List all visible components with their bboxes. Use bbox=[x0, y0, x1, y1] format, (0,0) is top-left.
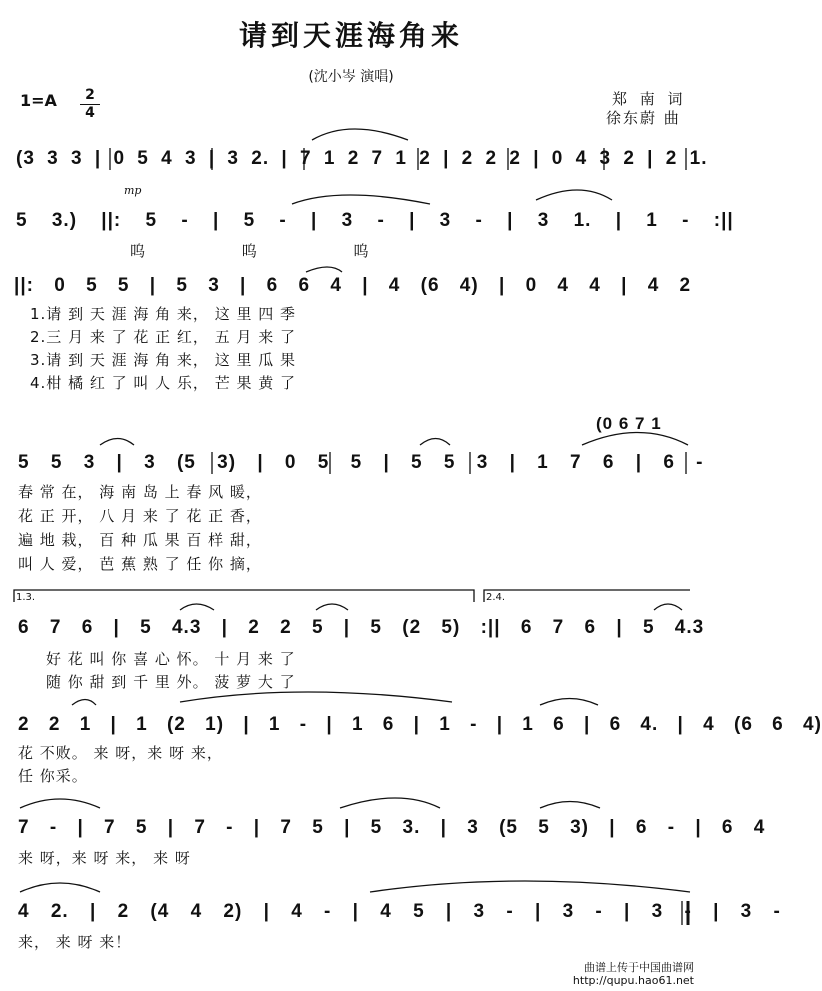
slur bbox=[340, 798, 440, 808]
slur bbox=[180, 604, 214, 610]
slur bbox=[180, 692, 452, 702]
slur bbox=[582, 433, 688, 446]
system-5-notes: 6 7 6 | 5 4.3 | 2 2 5 | 5 (2 5) :|| 6 7 6 | 5 4.3 bbox=[18, 617, 705, 638]
song-title: 请到天涯海角来 bbox=[238, 19, 463, 52]
lyricist-credit: 郑 南 词 bbox=[612, 90, 687, 108]
slur bbox=[312, 129, 408, 140]
slur bbox=[316, 604, 348, 610]
system-5-lyrics-1: 好 花 叫 你 喜 心 怀。 十 月 来 了 bbox=[46, 650, 296, 668]
slur bbox=[540, 699, 598, 706]
system-4-lyrics-4: 叫 人 爱， 芭 蕉 熟 了 任 你 摘， bbox=[18, 555, 262, 573]
slur bbox=[654, 604, 682, 610]
key-signature: 1=A bbox=[20, 91, 57, 110]
system-8-lyrics: 来， 来 呀 来！ bbox=[18, 933, 132, 951]
composer-credit: 徐东蔚 曲 bbox=[606, 109, 681, 127]
slur bbox=[420, 439, 450, 446]
system-4-lyrics-2: 花 正 开， 八 月 来 了 花 正 香， bbox=[18, 507, 262, 525]
system-3-notes: ||: 0 5 5 | 5 3 | 6 6 4 | 4 (6 4) | 0 4 4 | 4 2 bbox=[14, 275, 692, 296]
volta-bracket bbox=[484, 590, 690, 602]
system-3-lyrics-4: 4.柑 橘 红 了 叫 人 乐， 芒 果 黄 了 bbox=[30, 374, 296, 392]
slur bbox=[292, 195, 430, 204]
slur bbox=[536, 190, 612, 200]
slur bbox=[72, 700, 96, 706]
time-signature-top: 2 bbox=[85, 87, 95, 103]
slur bbox=[306, 267, 342, 272]
system-5-lyrics-2: 随 你 甜 到 千 里 外。 菠 萝 大 了 bbox=[46, 673, 296, 691]
system-1-notes: (3 3 3 | 0 5 4 3 | 3 2. | 7 1 2 7 1 2 | 2 2 2 | 0 4 3 2 | 2 1. bbox=[16, 148, 708, 169]
slur bbox=[20, 799, 100, 808]
slur bbox=[540, 802, 600, 809]
system-4-lyrics-1: 春 常 在， 海 南 岛 上 春 风 暖， bbox=[18, 483, 262, 501]
system-3-lyrics-3: 3.请 到 天 涯 海 角 来， 这 里 瓜 果 bbox=[30, 351, 296, 369]
system-4-pickup: (0 6 7 1 bbox=[596, 414, 662, 433]
volta-1: 1.3. bbox=[16, 592, 36, 603]
system-6-lyrics-2: 任 你采。 bbox=[18, 767, 88, 785]
volta-bracket bbox=[14, 590, 474, 602]
volta-2: 2.4. bbox=[486, 592, 506, 603]
system-2-notes: 5 3.) ||: 5 - | 5 - | 3 - | 3 - | 3 1. | 1 - :|| bbox=[16, 210, 734, 231]
system-7-notes: 7 - | 7 5 | 7 - | 7 5 | 5 3. | 3 (5 5 3) | 6 - | 6 4 bbox=[18, 817, 766, 838]
dynamic-marking: mp bbox=[124, 184, 142, 197]
slur bbox=[100, 439, 134, 446]
slur bbox=[370, 881, 690, 892]
system-4-notes: 5 5 3 | 3 (5 3) | 0 5 5 | 5 5 3 | 1 7 6 | 6 - bbox=[18, 452, 704, 473]
system-3-lyrics-2: 2.三 月 来 了 花 正 红， 五 月 来 了 bbox=[30, 328, 296, 346]
system-6-notes: 2 2 1 | 1 (2 1) | 1 - | 1 6 | 1 - | 1 6 | 6 4. | 4 (6 6 4) bbox=[18, 714, 822, 735]
system-3-lyrics-1: 1.请 到 天 涯 海 角 来， 这 里 四 季 bbox=[30, 305, 296, 323]
time-signature-bottom: 4 bbox=[80, 104, 100, 120]
slur bbox=[20, 883, 100, 892]
system-2-lyrics: 呜 呜 呜 bbox=[130, 242, 370, 260]
system-4-lyrics-3: 遍 地 栽， 百 种 瓜 果 百 样 甜， bbox=[18, 531, 262, 549]
system-7-lyrics: 来 呀，来 呀 来， 来 呀 bbox=[18, 849, 191, 867]
system-8-notes: 4 2. | 2 (4 4 2) | 4 - | 4 5 | 3 - | 3 - | 3 - | 3 - bbox=[18, 901, 781, 922]
footer-site-url: http://qupu.hao61.net bbox=[572, 974, 694, 987]
footer-site-name: 曲谱上传于中国曲谱网 bbox=[584, 961, 694, 974]
singer-credit: (沈小岑 演唱) bbox=[308, 69, 394, 85]
system-6-lyrics-1: 花 不败。 来 呀，来 呀 来， bbox=[18, 744, 223, 762]
